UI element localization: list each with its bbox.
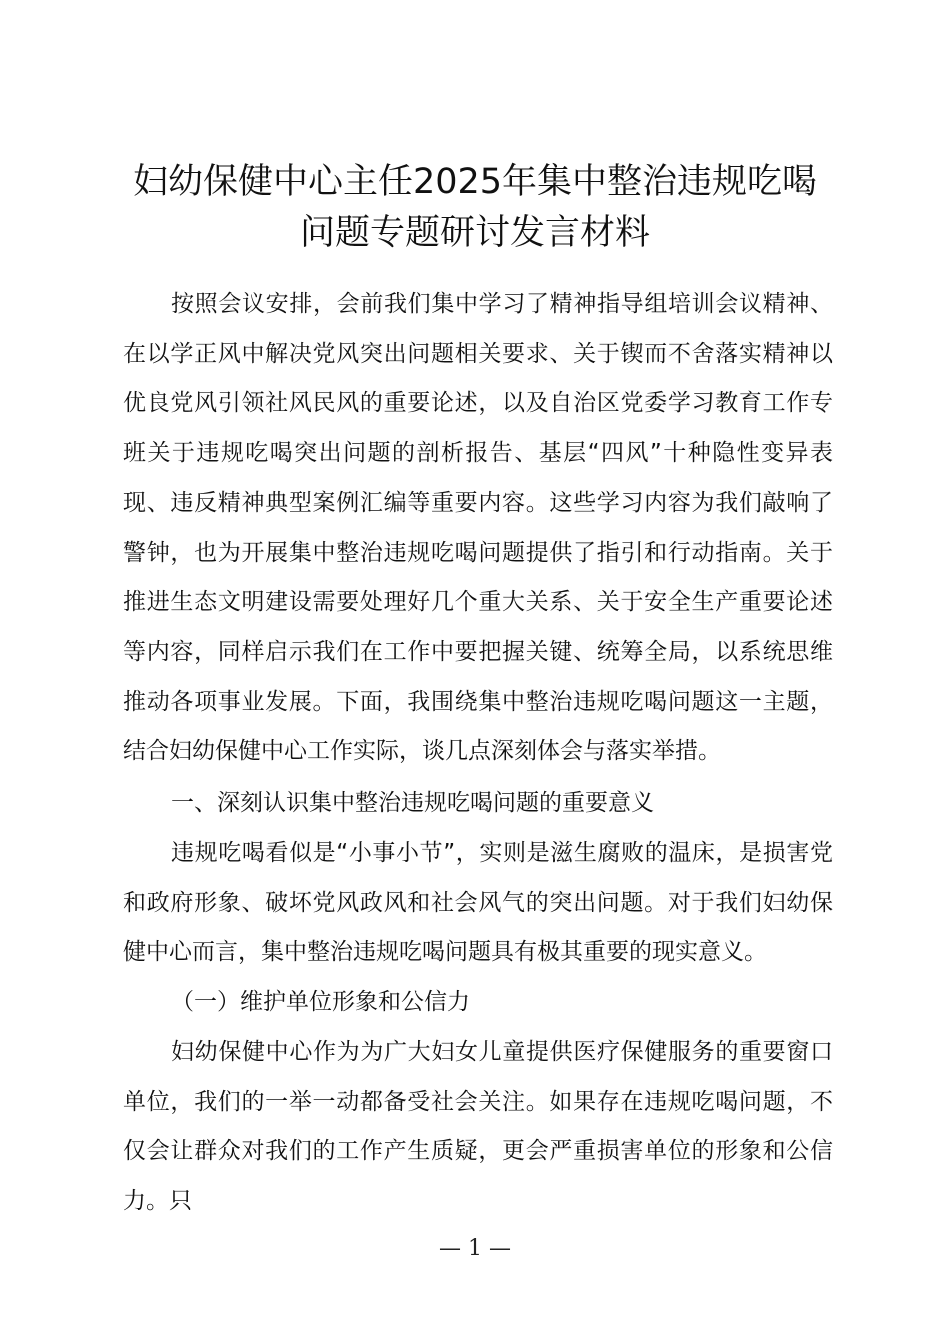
section-1-paragraph: 违规吃喝看似是“小事小节”，实则是滋生腐败的温床，是损害党和政府形象、破坏党风政风和社会风气的突出问题。对于我们妇幼保健中心而言，集中整治违规吃喝问题具有极其重要的现实意义。 — [123, 840, 833, 966]
intro-paragraph: 按照会议安排，会前我们集中学习了精神指导组培训会议精神、在以学正风中解决党风突出问题相关要求、关于锲而不舍落实精神以优良党风引领社风民风的重要论述，以及自治区党委学习教育工作专班关于违规吃喝突出问题的剖析报告、基层“四风”十种隐性变异表现、违反精神典型案例汇编等重要内容。这些学习内容为我们敲响了警钟，也为开展集中整治违规吃喝问题提供了指引和行动指南。关于推进生态文明建设需要处理好几个重大关系、关于安全生产重要论述等内容，同样启示我们在工作中要把握关键、统筹全局，以系统思维推动各项事业发展。下面，我围绕集中整治违规吃喝问题这一主题，结合妇幼保健中心工作实际，谈几点深刻体会与落实举措。 — [123, 291, 833, 765]
section-heading-1: 一、深刻认识集中整治违规吃喝问题的重要意义 — [171, 790, 654, 816]
subsection-1-paragraph: 妇幼保健中心作为为广大妇女儿童提供医疗保健服务的重要窗口单位，我们的一举一动都备受社会关注。如果存在违规吃喝问题，不仅会让群众对我们的工作产生质疑，更会严重损害单位的形象和公信力。只 — [123, 1039, 833, 1215]
document-title-line-1: 妇幼保健中心主任2025年集中整治违规吃喝 — [132, 162, 818, 202]
page-number: — 1 — — [439, 1236, 511, 1261]
subsection-heading-1: （一）维护单位形象和公信力 — [171, 989, 470, 1015]
document-title-line-2: 问题专题研讨发言材料 — [299, 213, 650, 253]
